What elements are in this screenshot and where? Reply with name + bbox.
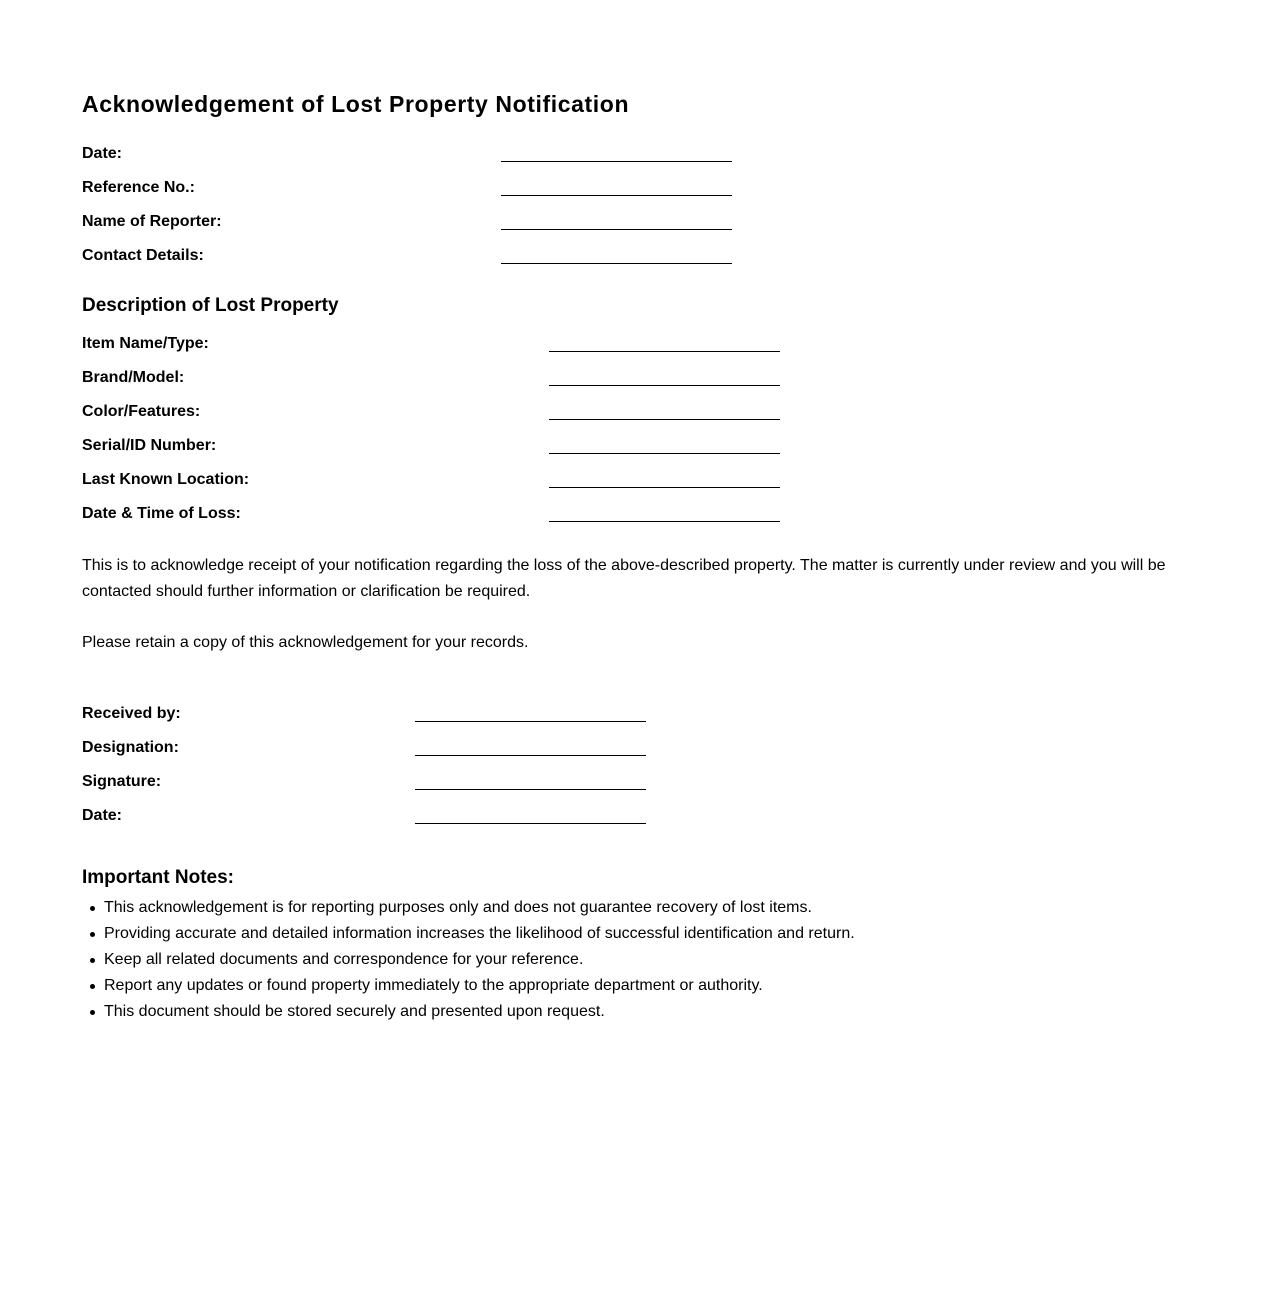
date-field [82,144,882,168]
last-location-blank-line[interactable] [549,487,780,488]
field-label: Last Known Location: [82,471,250,488]
loss-datetime-blank-line[interactable] [549,521,780,522]
retain-copy-paragraph: Please retain a copy of this acknowledgement for your records. [82,634,529,651]
field-label: Designation: [82,739,179,756]
field-label: Date & Time of Loss: [82,505,241,522]
signature-field [82,772,882,796]
serial-id-blank-line[interactable] [549,453,780,454]
contact-details-field [82,246,882,270]
color-features-blank-line[interactable] [549,419,780,420]
serial-id-field [82,436,882,460]
field-label: Name of Reporter: [82,213,222,230]
brand-model-blank-line[interactable] [549,385,780,386]
date-blank-line[interactable] [501,161,732,162]
field-label: Item Name/Type: [82,335,209,352]
designation-field [82,738,882,762]
list-item: Report any updates or found property immediately to the appropriate department or authority. [104,973,855,999]
acknowledgement-paragraph: This is to acknowledge receipt of your notification regarding the loss of the above-described property. The matter is currently under review and you will be contacted should further information or clarification be required. [82,557,1166,600]
field-label: Date: [82,807,123,824]
field-label: Received by: [82,705,181,722]
received-by-field [82,704,882,728]
field-label: Contact Details: [82,247,204,264]
description-heading: Description of Lost Property [82,295,339,316]
important-notes-heading: Important Notes: [82,867,234,888]
reporter-name-blank-line[interactable] [501,229,732,230]
designation-blank-line[interactable] [415,755,646,756]
signature-blank-line[interactable] [415,789,646,790]
brand-model-field [82,368,882,392]
list-item: This document should be stored securely and presented upon request. [104,999,855,1025]
important-notes-list [82,895,855,1025]
loss-datetime-field [82,504,882,528]
receipt-date-blank-line[interactable] [415,823,646,824]
last-location-field [82,470,882,494]
field-label: Reference No.: [82,179,195,196]
color-features-field [82,402,882,426]
reference-number-blank-line[interactable] [501,195,732,196]
list-item: Providing accurate and detailed information increases the likelihood of successful identification and return. [104,921,855,947]
item-name-blank-line[interactable] [549,351,780,352]
field-label: Serial/ID Number: [82,437,217,454]
list-item: Keep all related documents and correspondence for your reference. [104,947,855,973]
field-label: Date: [82,145,123,162]
field-label: Brand/Model: [82,369,185,386]
field-label: Color/Features: [82,403,201,420]
contact-details-blank-line[interactable] [501,263,732,264]
field-label: Signature: [82,773,162,790]
reference-number-field [82,178,882,202]
received-by-blank-line[interactable] [415,721,646,722]
list-item: This acknowledgement is for reporting purposes only and does not guarantee recovery of lost items. [104,895,855,921]
receipt-date-field [82,806,882,830]
item-name-field [82,334,882,358]
reporter-name-field [82,212,882,236]
page-title: Acknowledgement of Lost Property Notification [82,91,630,117]
